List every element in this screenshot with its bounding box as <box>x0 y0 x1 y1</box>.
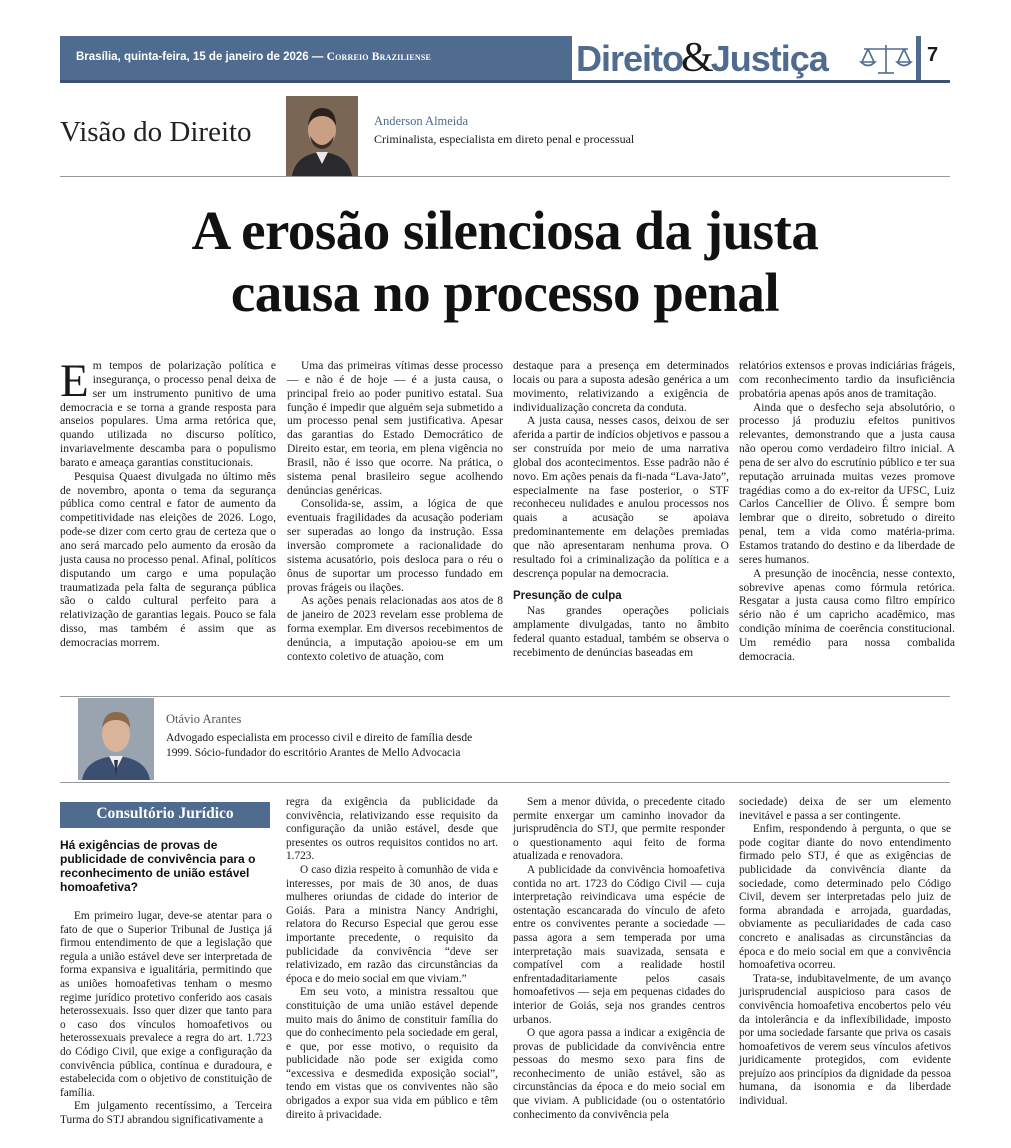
consultorio-paragraph: O que agora passa a indicar a exigência de provas de publicidade da convivência entre pessoas do mesmo sexo para fins de reconhecimento de união estável, são as circunstâncias da época e do meio social em que viviam. A publicidade (ou o ostentatório conhecimento da convivência pela <box>513 1027 725 1121</box>
brand-ampersand: & <box>681 35 713 81</box>
article-paragraph: Uma das primeiras vítimas desse processo — e não é de hoje — é a justa causa, o principal freio ao poder punitivo estatal. Sua função é impedir que alguém seja submetido a um processo penal sem justificativa. Apesar das garantias do Estado Democrático de Direito estar, em teoria, em plena vigência no Brasil, não é isso que ocorre. Na prática, o sistema penal brasileiro segue acolhendo denúncias genéricas. <box>287 360 503 497</box>
article-column-4 <box>739 360 955 665</box>
article-subheading: Presunção de culpa <box>513 589 622 602</box>
article-column-3 <box>513 360 729 661</box>
author-photo <box>78 698 154 780</box>
consultorio-paragraph: O caso dizia respeito à comunhão de vida e interesses, por mais de 30 anos, de duas mulheres oriundas de cidade do interior de Goiás. Para a ministra Nancy Andrighi, relatora do Recurso Especial que gerou esse importante precedente, o requisito da publicidade da convivência “deve ser relativizado, em razão das circunstâncias da época e do meio social em que viviam.” <box>286 863 498 985</box>
consultorio-paragraph: Em seu voto, a ministra ressaltou que constituição de uma união estável depende muito mais do ânimo de constituir família do que do conhecimento pela sociedade em geral, e que, por esse motivo, o requisito da publicidade não pode ser exigida como “excessiva e desmedida exposição social”, tendo em vistas que os conviventes não são obrigados a expor sua vida em público e têm direito à privacidade. <box>286 986 498 1121</box>
brand-word-justica: Justiça <box>710 38 828 79</box>
consultorio-paragraph: Trata-se, indubitavelmente, de um avanço jurisprudencial auspicioso para casos de convivência homoafetiva encobertos pelo véu da intolerância e da inflexibilidade, imposto por uma sociedade farsante que priva os casais homoafetivos de verem seus vínculos afetivos juridicamente protegidos, com evidente prejuízo aos princípios da dignidade da pessoa humana, da isonomia e da liberdade individual. <box>739 972 951 1108</box>
consultorio-column-2 <box>286 796 498 1122</box>
consultorio-question: Há exigências de provas de publicidade de convivência para o reconhecimento de união estável homoafetiva? <box>60 838 256 894</box>
headline-line-2: causa no processo penal <box>230 262 780 323</box>
author-photo <box>286 96 358 176</box>
article-paragraph: Pesquisa Quaest divulgada no último mês de novembro, aponta o tema da segurança pública como central e fator de aumento da competitividade nas eleições de 2026. Logo, pode-se dizer com certo grau de certeza que o ano será marcado pelo aumento da erosão da justa causa no processo penal. Afinal, políticos disputando um cargo e uma população traumatizada pela falta de segurança pública são o caldo cultural perfeito para a relativização de garantias legais. Pouco se fala disso, mas também é assim que as democracias morrem. <box>60 470 276 649</box>
author-bio: Criminalista, especialista em direto penal e processual <box>374 132 635 146</box>
divider <box>60 696 950 697</box>
consultorio-column-1 <box>60 910 272 1128</box>
dateline <box>76 51 431 63</box>
headline-line-1: A erosão silenciosa da justa <box>191 200 819 261</box>
dateline-text: Brasília, quinta-feira, 15 de janeiro de 2026 — <box>76 51 324 63</box>
column-title: Visão do Direito <box>60 116 252 148</box>
article-paragraph: A justa causa, nesses casos, deixou de ser aferida a partir de indícios objetivos e passou a ser construída por meio de uma narrativa global dos acontecimentos. Esse padrão não é novo. Em ações penais da fi-nada “Lava-Jato”, especialmente na fase posterior, o STF reconheceu nulidades e anulou processos nos quais a acusação se apoiava predominantemente em delações premiadas que não apresentaram nenhuma prova. O resultado foi a criminalização da política e a descrença popular na democracia. <box>513 415 729 580</box>
consultorio-paragraph: A publicidade da convivência homoafetiva contida no art. 1723 do Código Civil — cuja interpretação reivindicava uma espécie de ostentação escancarada do vínculo de afeto entre os conviventes perante a sociedade — passa agora a sem temperada por uma interpretação mais suavizada, sensata e compatível com a realidade hostil enfrentadaditariamente pelos casais homoafetivos — seja em pequenas cidades do interior de Goiás, seja nos grandes centros urbanos. <box>513 863 725 1026</box>
author-portrait-icon <box>78 698 154 780</box>
consultorio-paragraph: Enfim, respondendo à pergunta, o que se pode cogitar diante do novo entendimento firmado pelo STJ, é que as exigências de publicidade da convivência diante da sociedade, como determinado pelo Código Civil, devem ser interpretadas pelo juiz de forma abrandada e arrojada, guardadas, obviamente as peculiaridades de cada caso concreto e analisadas as circunstâncias da época e do meio social em que a convivência homoafetiva ocorreu. <box>739 823 951 972</box>
article-paragraph: Em tempos de polarização política e insegurança, o processo penal deixa de ser um instrumento punitivo de uma democracia e se torna a grande resposta para anseios populares. Uma arma retórica que, quando utilizada no discurso político, invariavelmente descamba para o populismo barato e ameaça garantias constitucionais. <box>60 355 276 469</box>
author-name: Anderson Almeida <box>374 114 469 128</box>
consultorio-paragraph: sociedade) deixa de ser um elemento inevitável e passa a ser contingente. <box>739 796 951 822</box>
page-number: 7 <box>927 44 939 66</box>
article-column-1 <box>60 355 276 651</box>
brand-word-direito: Direito <box>576 38 684 79</box>
newspaper-name: Correio Braziliense <box>326 51 432 63</box>
article-paragraph: A presunção de inocência, nesse contexto, sobrevive apenas como fórmula retórica. Resgatar a justa causa como filtro empírico sério não é um capricho acadêmico, mas condição mínima de coerência constitucional. Um remédio para nossa combalida democracia. <box>739 567 955 663</box>
article-column-2 <box>287 360 503 665</box>
article-paragraph: Consolida-se, assim, a lógica de que eventuais fragilidades da acusação poderiam ser superadas ao longo da instrução. Essa inversão compromete a racionalidade do sistema acusatório, pois desloca para o réu o ônus de suportar um processo fundado em provas frágeis ou ilações. <box>287 498 503 594</box>
consultorio-label: Consultório Jurídico <box>96 805 234 822</box>
consultorio-paragraph: Sem a menor dúvida, o precedente citado permite enxergar um caminho inovador da jurisprudência do STJ, que permite responder o questionamento aqui feito de forma atualizada e renovadora. <box>513 796 725 863</box>
section-brand <box>576 34 828 82</box>
author-portrait-icon <box>286 96 358 176</box>
article-paragraph: destaque para a presença em determinados locais ou para a suposta adesão genérica a um movimento, relativizando a exigência de individualização concreta da conduta. <box>513 360 729 414</box>
author-bio: Advogado especialista em processo civil e direito de família desde 1999. Sócio-fundador do escritório Arantes de Mello Advocacia <box>166 732 473 759</box>
divider <box>60 782 950 783</box>
headline <box>60 200 950 324</box>
drop-cap: E <box>60 355 89 407</box>
article-paragraph: Nas grandes operações policiais amplamente divulgadas, tanto no âmbito federal quanto estadual, também se observa o recebimento de denúncias baseadas em <box>513 605 729 659</box>
divider <box>60 176 950 177</box>
consultorio-paragraph: Em primeiro lugar, deve-se atentar para o fato de que o Superior Tribunal de Justiça já firmou entendimento de que a legislação que regula a união estável deve ser interpretada de forma expansiva e igualitária, permitindo que as uniões homoafetivas tenham o mesmo regime jurídico protetivo conferido aos casais heterossexuais. Isso quer dizer que tanto para o caso dos vínculos homoafetivos ou heterossexuais prevalece a regra do art. 1.723 do Código Civil, que exige a configuração da convivência pública, contínua e duradoura, e estabelecida com o objetivo de constituição de família. <box>60 910 272 1099</box>
consultorio-paragraph: regra da exigência da publicidade da convivência, relativizando esse requisito da configuração da união estável, desde que presentes os outros requisitos contidos no art. 1.723. <box>286 796 498 863</box>
article-paragraph: As ações penais relacionadas aos atos de 8 de janeiro de 2023 revelam esse problema de forma exemplar. Em diversos recebimentos de denúncia, a imputação apoiou-se em um contexto coletivo de atuação, com <box>287 595 503 663</box>
consultorio-column-3 <box>513 796 725 1122</box>
page-number-box <box>918 36 953 80</box>
scales-of-justice-icon <box>858 42 914 76</box>
article-paragraph: relatórios extensos e provas indiciárias frágeis, com reconhecimento tardio da insuficiência probatória apenas após anos de tramitação. <box>739 360 955 400</box>
consultorio-paragraph: Em julgamento recentíssimo, a Terceira Turma do STJ abrandou significativamente a <box>60 1100 272 1126</box>
article-paragraph: Ainda que o desfecho seja absolutório, o processo já produziu efeitos punitivos relevantes, demonstrando que a justa causa não operou como verdadeiro filtro inicial. A pena de ser alvo do escrutínio público e ter sua reputação arruinada muitas vezes promove tragédias como a do ex-reitor da UFSC, Luiz Carlos Cancellier de Olivo. É sempre bom lembrar que o direito, sobretudo o direito penal, tem a vida como matéria-prima. Estamos tratando do destino e da liberdade de seres humanos. <box>739 401 955 566</box>
consultorio-column-4 <box>739 796 951 1109</box>
author-name: Otávio Arantes <box>166 712 242 726</box>
